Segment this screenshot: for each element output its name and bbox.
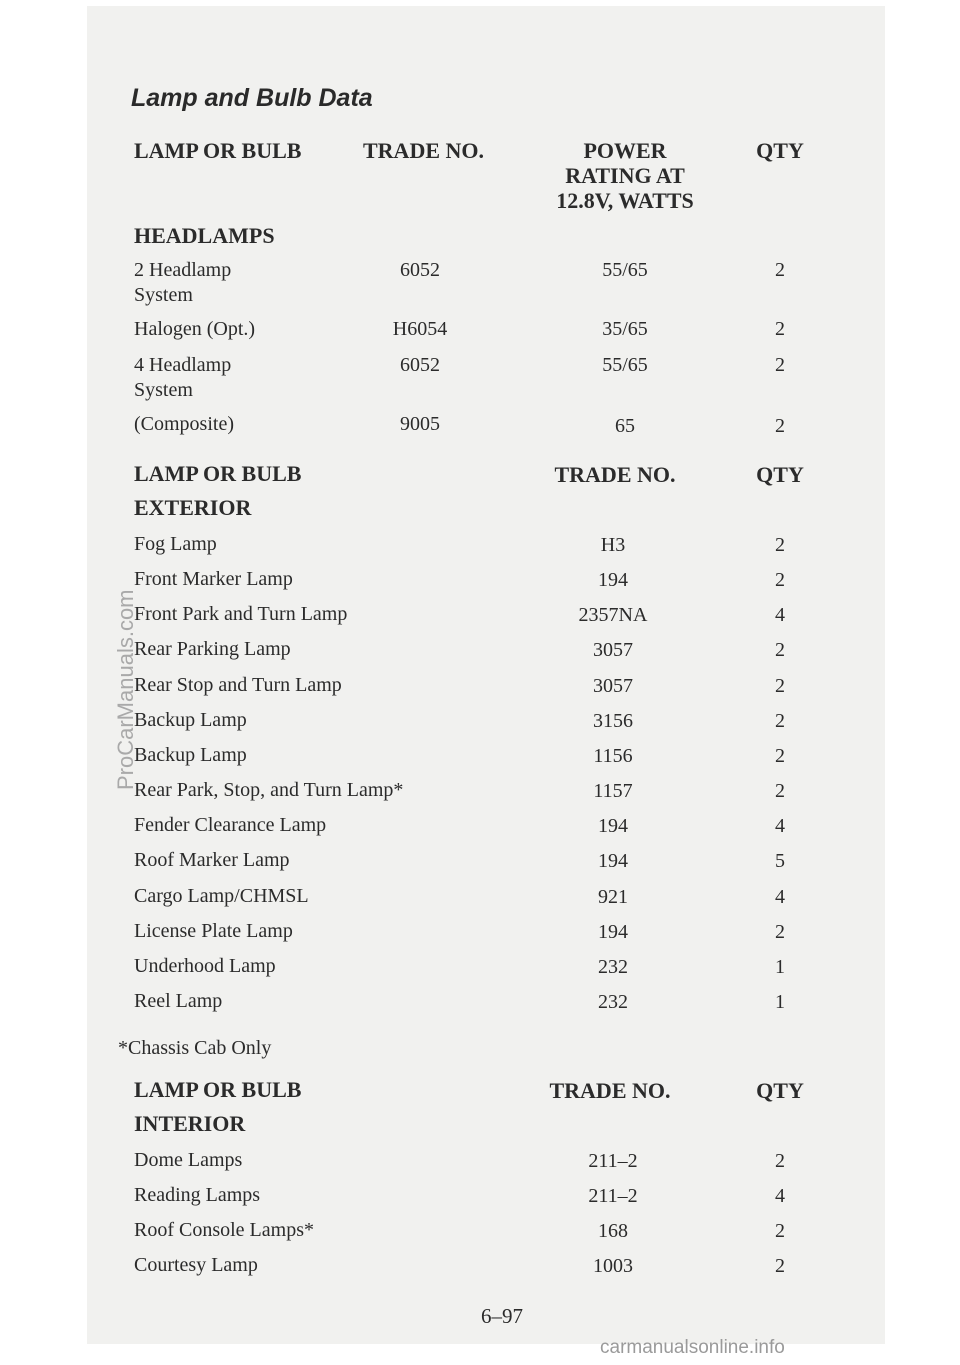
page-title: Lamp and Bulb Data (131, 84, 373, 112)
trade-number: 194 (598, 569, 628, 592)
section-interior: INTERIOR (134, 1111, 246, 1136)
trade-number: 194 (598, 850, 628, 873)
quantity: 2 (775, 318, 785, 340)
quantity: 2 (775, 1255, 785, 1277)
trade-number: 232 (598, 955, 628, 978)
lamp-name: Cargo Lamp/CHMSL (134, 884, 309, 907)
quantity: 2 (775, 920, 785, 943)
headlamps-header-lamp: LAMP OR BULB (134, 138, 302, 163)
power-rating: 35/65 (602, 318, 648, 340)
quantity: 2 (775, 354, 785, 376)
trade-number: H3 (600, 534, 626, 556)
quantity: 2 (775, 569, 785, 592)
exterior-header-trade: TRADE NO. (554, 462, 676, 487)
lamp-name: License Plate Lamp (134, 919, 293, 942)
trade-number: 232 (598, 990, 628, 1013)
lamp-name: Backup Lamp (134, 708, 247, 731)
lamp-name: (Composite) (134, 413, 234, 435)
quantity: 2 (775, 1150, 785, 1172)
quantity: 2 (775, 674, 785, 697)
lamp-name: Dome Lamps (134, 1149, 243, 1171)
trade-number: 211–2 (588, 1150, 638, 1172)
lamp-name: Rear Park, Stop, and Turn Lamp* (134, 779, 404, 802)
quantity: 2 (775, 780, 785, 803)
interior-header-trade: TRADE NO. (549, 1078, 671, 1103)
quantity: 4 (775, 815, 785, 838)
quantity: 2 (775, 415, 785, 437)
power-rating: 65 (615, 415, 635, 437)
lamp-name: Backup Lamp (134, 743, 247, 766)
interior-header-lamp: LAMP OR BULB (134, 1077, 302, 1102)
lamp-name: 4 Headlamp (134, 354, 232, 376)
lamp-name: Fog Lamp (134, 533, 217, 555)
quantity: 2 (775, 1220, 785, 1242)
quantity: 2 (775, 744, 785, 767)
trade-number: 1003 (593, 1255, 633, 1277)
exterior-header-qty: QTY (756, 462, 804, 487)
lamp-name: Halogen (Opt.) (134, 318, 256, 340)
lamp-name: Front Marker Lamp (134, 568, 293, 591)
trade-number: 194 (598, 815, 628, 838)
lamp-name: 2 Headlamp (134, 259, 232, 281)
page-number: 6–97 (481, 1304, 523, 1328)
footnote: *Chassis Cab Only (118, 1037, 272, 1059)
lamp-name-line2: System (134, 379, 193, 401)
lamp-name: Reel Lamp (134, 989, 223, 1012)
trade-number: 1156 (593, 744, 633, 767)
quantity: 2 (775, 709, 785, 732)
trade-number: 3057 (593, 639, 633, 662)
exterior-header-lamp: LAMP OR BULB (134, 461, 302, 486)
watermark-side: ProCarManuals.com (113, 589, 138, 790)
trade-number: 921 (598, 885, 628, 908)
watermark-bottom: carmanualsonline.info (600, 1337, 785, 1358)
trade-number: 194 (598, 920, 628, 943)
lamp-name: Reading Lamps (134, 1184, 261, 1206)
section-headlamps: HEADLAMPS (134, 223, 275, 248)
lamp-name: Roof Console Lamps* (134, 1219, 314, 1241)
trade-number: 9005 (400, 413, 440, 435)
trade-number: 3156 (593, 709, 633, 732)
lamp-name-line2: System (134, 284, 193, 306)
headlamps-header-watts: 12.8V, WATTS (556, 188, 694, 213)
trade-number: 6052 (400, 259, 440, 281)
quantity: 1 (775, 990, 785, 1013)
lamp-name: Rear Parking Lamp (134, 638, 291, 661)
power-rating: 55/65 (602, 259, 648, 281)
trade-number: 3057 (593, 674, 633, 697)
quantity: 4 (775, 1185, 785, 1207)
quantity: 2 (775, 639, 785, 662)
quantity: 2 (775, 534, 785, 556)
headlamps-header-trade: TRADE NO. (363, 138, 485, 163)
power-rating: 55/65 (602, 354, 648, 376)
lamp-name: Front Park and Turn Lamp (134, 603, 348, 626)
interior-header-qty: QTY (756, 1078, 804, 1103)
trade-number: 211–2 (588, 1185, 638, 1207)
lamp-name: Fender Clearance Lamp (134, 814, 327, 837)
trade-number: 6052 (400, 354, 440, 376)
lamp-name: Rear Stop and Turn Lamp (134, 673, 342, 696)
trade-number: 1157 (593, 780, 633, 803)
headlamps-header-power: POWER (583, 138, 667, 163)
quantity: 4 (775, 885, 785, 908)
lamp-name: Courtesy Lamp (134, 1254, 258, 1276)
trade-number: 2357NA (578, 604, 648, 627)
quantity: 2 (775, 259, 785, 281)
section-exterior: EXTERIOR (134, 495, 252, 520)
quantity: 5 (775, 850, 785, 873)
trade-number: H6054 (392, 318, 448, 340)
headlamps-header-qty: QTY (756, 138, 804, 163)
headlamps-header-rating: RATING AT (565, 163, 685, 188)
lamp-name: Roof Marker Lamp (134, 849, 290, 872)
lamp-name: Underhood Lamp (134, 954, 276, 977)
quantity: 4 (775, 604, 785, 627)
quantity: 1 (775, 955, 785, 978)
trade-number: 168 (598, 1220, 628, 1242)
